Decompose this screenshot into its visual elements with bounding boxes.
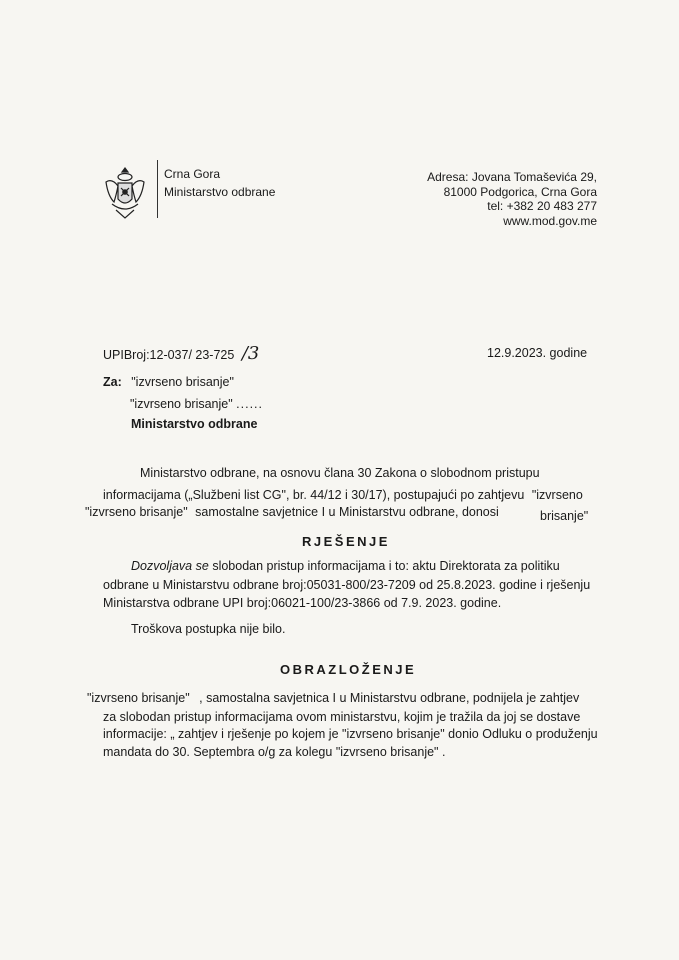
address-street: Adresa: Jovana Tomaševića 29, [427,170,597,184]
reasoning-line-1 [87,691,579,705]
resolution-line-2: odbrane u Ministarstvu odbrane broj:05031-800/23-7209 od 25.8.2023. godine i rješenju [103,578,591,592]
reasoning-redacted-1: "izvrseno brisanje" [87,691,190,705]
reference-number [103,343,259,364]
ministry-name: Ministarstvo odbrane [164,185,276,199]
reasoning-line-3 [103,727,598,741]
address-phone: tel: +382 20 483 277 [487,199,597,213]
recipient-line-2 [130,397,263,411]
reasoning-line-4-start: mandata do 30. Septembra o/g za kolegu [103,745,333,759]
resolution-italic-lead: Dozvoljava se [131,559,209,573]
recipient-dots: ...... [236,397,263,411]
reasoning-line-3-start: informacije: „ zahtjev i rješenje po kojem je [103,727,339,741]
document-date: 12.9.2023. godine [487,346,588,360]
resolution-line-3: Ministarstva odbrane UPI broj:06021-100/23-3866 od 7.9. 2023. godine. [103,596,502,610]
reasoning-line-3-end: donio Odluku o produženju [448,727,598,741]
coat-of-arms-icon [102,166,148,220]
intro-line-3-text: samostalne savjetnice I u Ministarstvu odbrane, donosi [195,505,499,519]
intro-line-3 [85,505,499,519]
recipient-redacted-1: "izvrseno brisanje" [131,375,234,389]
recipient-line-1 [103,375,234,389]
reasoning-line-4 [103,745,445,759]
intro-redacted-1: "izvrseno [531,488,583,502]
reasoning-line-2: za slobodan pristup informacijama ovom ministarstvu, kojim je tražila da joj se dostave [103,710,581,724]
intro-line-2 [103,488,583,502]
recipient-redacted-2: "izvrseno brisanje" [130,397,233,411]
za-label: Za: [103,375,122,389]
reasoning-redacted-2: "izvrseno brisanje" [342,727,445,741]
reference-handwritten-suffix: /3 [241,343,260,364]
reasoning-line-1-text: , samostalna savjetnica I u Ministarstvu odbrane, podnijela je zahtjev [199,691,580,705]
resolution-line-1 [131,559,560,573]
resolution-line-1-text: slobodan pristup informacijama i to: aktu Direktorata za politiku [212,559,560,573]
intro-redacted-2: "izvrseno brisanje" [85,505,188,519]
header-divider [157,160,158,218]
reference-number-text: UPIBroj:12-037/ 23-725 [103,348,235,362]
intro-redacted-3: brisanje" [540,509,589,523]
reasoning-line-4-end: . [441,745,446,759]
reasoning-redacted-3: "izvrseno brisanje" [335,745,439,759]
reasoning-heading: OBRAZLOŽENJE [280,662,417,677]
address-city: 81000 Podgorica, Crna Gora [443,184,597,199]
intro-line-1: Ministarstvo odbrane, na osnovu člana 30 Zakona o slobodnom pristupu [140,466,540,480]
costs-statement: Troškova postupka nije bilo. [131,622,286,636]
resolution-heading: RJEŠENJE [302,534,390,549]
intro-line-2-text: informacijama („Službeni list CG", br. 44/12 i 30/17), postupajući po zahtjevu [103,488,525,502]
address-website: www.mod.gov.me [503,213,597,228]
org-name: Crna Gora [164,167,221,181]
recipient-organization: Ministarstvo odbrane [131,417,258,431]
